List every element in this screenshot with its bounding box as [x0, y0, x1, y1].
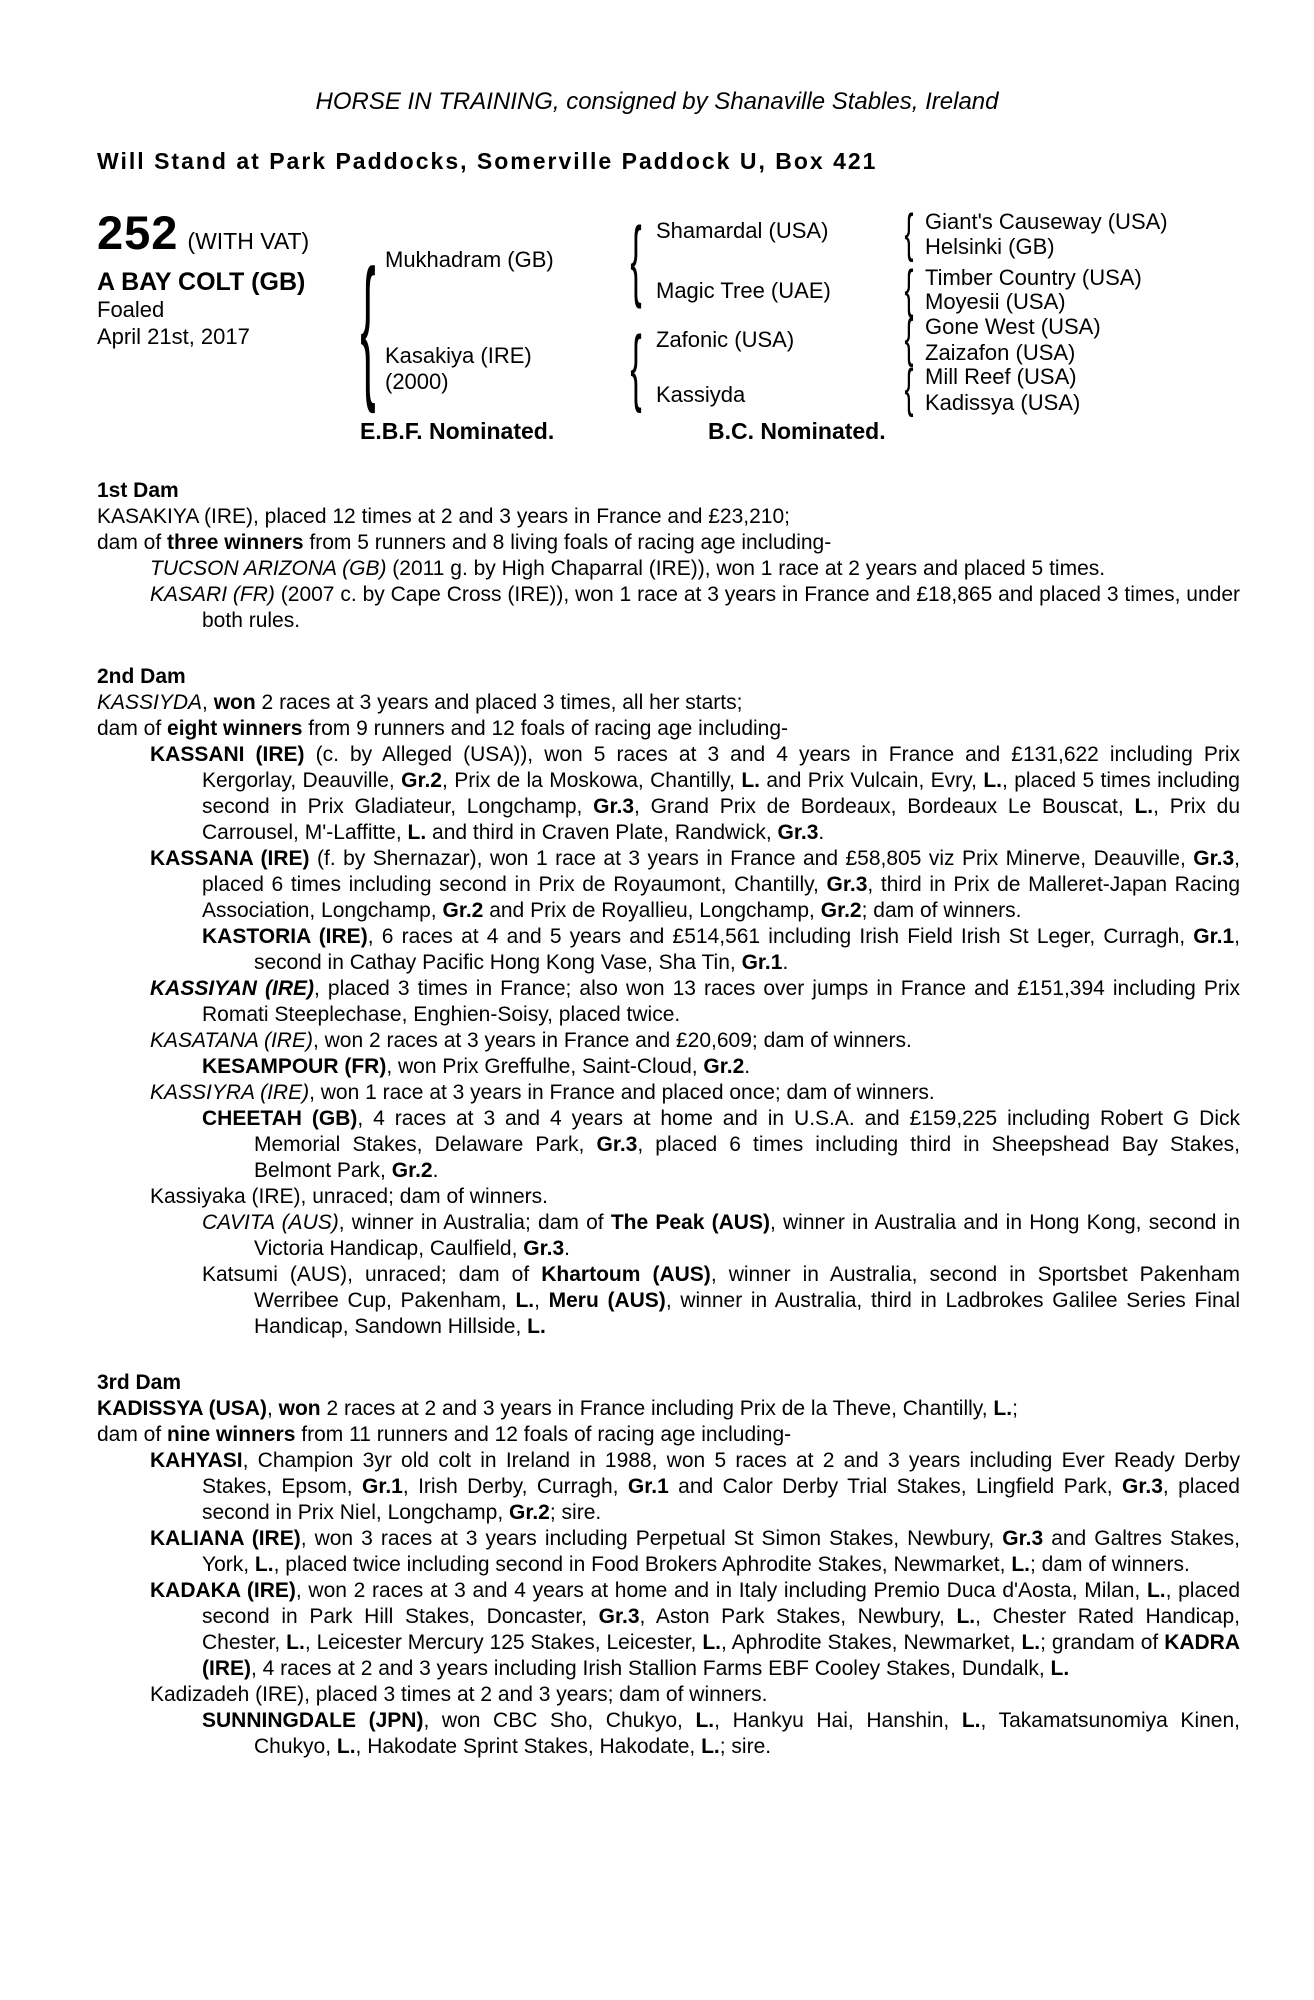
pedigree-brace-sire-parents: {: [630, 210, 642, 312]
text-run: (f. by Shernazar), won 1 race at 3 years in France and £58,805 viz Prix Minerve, Deauville,: [309, 847, 1194, 870]
text-run: Gr.3: [1122, 1475, 1163, 1498]
text-run: L.: [701, 1735, 720, 1758]
text-run: L.: [1021, 1631, 1041, 1654]
text-run: , Prix du Carrousel, M'-Laffitte,: [202, 795, 1241, 844]
text-run: , placed 3 times in France; also won 13 races over jumps in France and £151,394 including Prix Romati Steeplechase, Enghien-Soisy, placed twice.: [202, 977, 1240, 1026]
text-run: ;: [1012, 1397, 1018, 1420]
text-run: ; sire.: [549, 1501, 602, 1524]
text-run: L.: [741, 769, 760, 792]
pedigree-gen3-2: Helsinki (GB): [925, 234, 1055, 259]
pedigree-brace-gen3-4: {: [904, 359, 914, 418]
text-run: L.: [702, 1631, 722, 1654]
text-run: (2007 c. by Cape Cross (IRE)), won 1 race at 3 years in France and £18,865 and placed 3 times, under both rules.: [202, 583, 1240, 632]
text-run: dam of: [97, 1423, 168, 1446]
text-run: , second in Cathay Pacific Hong Kong Vase, Sha Tin,: [254, 925, 1240, 974]
pedigree-gen3-3: Timber Country (USA): [925, 265, 1142, 290]
text-run: , won 1 race at 3 years in France and placed once; dam of winners.: [309, 1081, 935, 1104]
text-run: KESAMPOUR (FR): [202, 1055, 387, 1078]
pedigree-text-paragraph: [150, 582, 1240, 634]
pedigree-text-paragraph: [97, 530, 1240, 556]
pedigree-text-paragraph: [150, 846, 1241, 924]
text-run: and Galtres Stakes, York,: [202, 1527, 1240, 1576]
text-run: Gr.3: [523, 1237, 565, 1260]
pedigree-text-paragraph: [202, 1054, 1240, 1080]
text-run: won: [278, 1397, 321, 1420]
text-run: from 5 runners and 8 living foals of racing age including-: [303, 531, 832, 554]
text-run: Khartoum (AUS): [541, 1263, 711, 1286]
pedigree-gen3-8: Kadissya (USA): [925, 390, 1081, 415]
text-run: , placed twice including second in Food Brokers Aphrodite Stakes, Newmarket,: [273, 1553, 1012, 1576]
text-run: Gr.2: [401, 769, 442, 792]
text-run: from 9 runners and 12 foals of racing age including-: [302, 717, 789, 740]
foaled-date: April 21st, 2017: [97, 324, 250, 349]
text-run: ; grandam of: [1040, 1631, 1165, 1654]
text-run: (c. by Alleged (USA)), won 5 races at 3 and 4 years in France and £131,622 including Prix Kergorlay, Deauville,: [202, 743, 1241, 792]
text-run: Gr.3: [596, 1133, 638, 1156]
text-run: , winner in Australia; dam of: [338, 1211, 611, 1234]
text-run: KASTORIA (IRE): [202, 925, 368, 948]
text-run: L.: [983, 769, 1002, 792]
text-run: Meru (AUS): [548, 1289, 666, 1312]
text-run: L.: [695, 1709, 715, 1732]
pedigree-brace-gen1: {: [360, 235, 376, 415]
text-run: ,: [534, 1289, 549, 1312]
text-run: Gr.3: [593, 795, 635, 818]
text-run: KASSANA (IRE): [150, 847, 310, 870]
text-run: dam of: [97, 531, 168, 554]
text-run: and Prix Vulcain, Evry,: [760, 769, 984, 792]
text-run: three winners: [167, 531, 304, 554]
pedigree-brace-gen3-3: {: [904, 309, 914, 368]
text-run: Gr.2: [820, 899, 862, 922]
text-run: , Hakodate Sprint Stakes, Hakodate,: [355, 1735, 702, 1758]
pedigree-text-paragraph: [97, 1396, 1240, 1422]
text-run: , winner in Australia, third in Ladbrokes Galilee Series Final Handicap, Sandown Hillside,: [254, 1289, 1241, 1338]
text-run: L.: [961, 1709, 981, 1732]
text-run: CAVITA (AUS): [202, 1211, 339, 1234]
pedigree-gen3-4: Moyesii (USA): [925, 289, 1066, 314]
text-run: , Chester Rated Handicap, Chester,: [202, 1605, 1241, 1654]
pedigree-text-paragraph: [202, 924, 1240, 976]
dam-section-heading: 1st Dam: [97, 479, 179, 502]
text-run: KASATANA (IRE): [150, 1029, 313, 1052]
text-run: L.: [1146, 1579, 1166, 1602]
pedigree-brace-dam-parents: {: [630, 320, 642, 416]
text-run: Gr.3: [777, 821, 819, 844]
text-run: Kassiyaka (IRE), unraced; dam of winners.: [150, 1185, 548, 1208]
pedigree-gen2-sire-sire: Shamardal (USA): [656, 218, 829, 243]
text-run: Gr.2: [509, 1501, 550, 1524]
text-run: , placed 6 times including second in Prix de Royaumont, Chantilly,: [202, 847, 1241, 896]
text-run: , Hankyu Hai, Hanshin,: [714, 1709, 962, 1732]
pedigree-text-paragraph: [150, 1578, 1241, 1682]
pedigree-text-paragraph: [202, 1262, 1241, 1340]
text-run: L.: [993, 1397, 1013, 1420]
text-run: L.: [407, 821, 427, 844]
text-run: Gr.3: [1002, 1527, 1044, 1550]
text-run: L.: [286, 1631, 305, 1654]
pedigree-gen3-6: Zaizafon (USA): [925, 340, 1076, 365]
pedigree-text-paragraph: [150, 1448, 1240, 1526]
text-run: L.: [515, 1289, 535, 1312]
pedigree-gen2-sire-dam: Magic Tree (UAE): [656, 278, 831, 303]
text-run: Gr.3: [826, 873, 868, 896]
text-run: , winner in Australia, second in Sportsbet Pakenham Werribee Cup, Pakenham,: [254, 1263, 1240, 1312]
pedigree-dam: [385, 343, 532, 395]
pedigree-text-paragraph: [150, 1682, 1240, 1708]
text-run: KASSIYAN (IRE): [150, 977, 315, 1000]
pedigree-text-paragraph: [150, 1184, 1240, 1210]
text-run: Gr.3: [598, 1605, 640, 1628]
text-run: Katsumi (AUS), unraced; dam of: [202, 1263, 542, 1286]
text-run: KADAKA (IRE): [150, 1579, 296, 1602]
text-run: , won 2 races at 3 years in France and £20,609; dam of winners.: [312, 1029, 912, 1052]
text-run: , Aston Park Stakes, Newbury,: [639, 1605, 957, 1628]
text-run: SUNNINGDALE (JPN): [202, 1709, 424, 1732]
text-run: The Peak (AUS): [610, 1211, 770, 1234]
text-run: nine winners: [167, 1423, 296, 1446]
text-run: Gr.2: [442, 899, 484, 922]
text-run: and third in Craven Plate, Randwick,: [426, 821, 778, 844]
text-run: Gr.1: [741, 951, 783, 974]
pedigree-text-paragraph: [97, 504, 1240, 530]
text-run: Gr.1: [362, 1475, 403, 1498]
text-run: KADISSYA (USA): [97, 1397, 267, 1420]
pedigree-brace-gen3-1: {: [904, 204, 914, 263]
text-run: , third in Prix de Malleret-Japan Racing Association, Longchamp,: [202, 873, 1240, 922]
text-run: KASSANI (IRE): [150, 743, 305, 766]
text-run: .: [744, 1055, 751, 1078]
dam-section-heading: 3rd Dam: [97, 1371, 182, 1394]
text-run: CHEETAH (GB): [202, 1107, 358, 1130]
dam-sections: [97, 478, 1240, 1760]
pedigree-sire: Mukhadram (GB): [385, 247, 554, 272]
text-run: L.: [527, 1315, 546, 1338]
pedigree-text-paragraph: [150, 742, 1241, 846]
text-run: , Irish Derby, Curragh,: [402, 1475, 628, 1498]
text-run: L.: [1011, 1553, 1030, 1576]
pedigree-text-paragraph: [97, 716, 1240, 742]
text-run: L.: [956, 1605, 976, 1628]
text-run: , placed second in Prix Niel, Longchamp,: [202, 1475, 1240, 1524]
text-run: , won 3 races at 3 years including Perpetual St Simon Stakes, Newbury,: [300, 1527, 1003, 1550]
text-run: Gr.2: [391, 1159, 433, 1182]
horse-name: A BAY COLT (GB): [97, 268, 306, 296]
text-run: KALIANA (IRE): [150, 1527, 301, 1550]
text-run: KASARI (FR): [150, 583, 275, 606]
text-run: .: [564, 1237, 570, 1260]
pedigree-gen2-dam-dam: Kassiyda: [656, 382, 746, 407]
bc-nomination: B.C. Nominated.: [708, 418, 886, 444]
text-run: , Aphrodite Stakes, Newmarket,: [721, 1631, 1022, 1654]
pedigree-text-paragraph: [150, 556, 1240, 582]
text-run: L.: [1134, 795, 1154, 818]
text-run: dam of: [97, 717, 168, 740]
text-run: , won CBC Sho, Chukyo,: [423, 1709, 696, 1732]
text-run: , 4 races at 2 and 3 years including Irish Stallion Farms EBF Cooley Stakes, Dundalk,: [251, 1657, 1051, 1680]
text-run: , Champion 3yr old colt in Ireland in 1988, won 5 races at 2 and 3 years including Ever Ready Derby Stakes, Epsom,: [202, 1449, 1240, 1498]
pedigree-text-paragraph: [150, 1028, 1240, 1054]
text-run: Gr.1: [627, 1475, 669, 1498]
text-run: Gr.2: [703, 1055, 745, 1078]
pedigree-gen3-5: Gone West (USA): [925, 314, 1101, 339]
text-run: , won 2 races at 3 and 4 years at home and in Italy including Premio Duca d'Aosta, Milan,: [295, 1579, 1147, 1602]
text-run: KASAKIYA (IRE), placed 12 times at 2 and 3 years in France and £23,210;: [97, 505, 790, 528]
text-run: , placed second in Park Hill Stakes, Doncaster,: [202, 1579, 1240, 1628]
text-run: .: [818, 821, 825, 844]
text-run: , 6 races at 4 and 5 years and £514,561 including Irish Field Irish St Leger, Curragh,: [367, 925, 1194, 948]
pedigree-gen3-7: Mill Reef (USA): [925, 364, 1077, 389]
pedigree-dam-name: Kasakiya (IRE): [385, 343, 532, 368]
text-run: .: [782, 951, 789, 974]
stand-location-line: Will Stand at Park Paddocks, Somerville Paddock U, Box 421: [97, 148, 878, 174]
text-run: KADRA (IRE): [202, 1631, 1241, 1680]
text-run: from 11 runners and 12 foals of racing age including-: [295, 1423, 792, 1446]
pedigree-text-paragraph: [150, 1080, 1240, 1106]
text-run: .: [432, 1159, 439, 1182]
pedigree-text-paragraph: [150, 1526, 1240, 1578]
lot-vat-note: (WITH VAT): [187, 228, 310, 254]
text-run: ,: [202, 691, 214, 714]
dam-section-heading: 2nd Dam: [97, 665, 186, 688]
text-run: KASSIYDA: [97, 691, 203, 714]
text-run: ; dam of winners.: [1029, 1553, 1190, 1576]
text-run: Kadizadeh (IRE), placed 3 times at 2 and 3 years; dam of winners.: [150, 1683, 768, 1706]
pedigree-text-paragraph: [97, 690, 1240, 716]
text-run: , placed 5 times including second in Prix Gladiateur, Longchamp,: [202, 769, 1240, 818]
text-run: , Leicester Mercury 125 Stakes, Leicester,: [304, 1631, 703, 1654]
pedigree-text-paragraph: [97, 1422, 1240, 1448]
text-run: TUCSON ARIZONA (GB): [150, 557, 387, 580]
text-run: , Takamatsunomiya Kinen, Chukyo,: [254, 1709, 1240, 1758]
foaled-label: Foaled: [97, 297, 165, 322]
pedigree-gen3-1: Giant's Causeway (USA): [925, 209, 1168, 234]
text-run: won: [213, 691, 256, 714]
text-run: L.: [336, 1735, 356, 1758]
pedigree-brace-gen3-2: {: [904, 260, 914, 319]
text-run: , Prix de la Moskowa, Chantilly,: [442, 769, 742, 792]
lot-number: 252: [97, 206, 179, 259]
text-run: , winner in Australia and in Hong Kong, second in Victoria Handicap, Caulfield,: [254, 1211, 1240, 1260]
pedigree-text-paragraph: [202, 1708, 1240, 1760]
text-run: and Prix de Royallieu, Longchamp,: [483, 899, 821, 922]
text-run: 2 races at 2 and 3 years in France including Prix de la Theve, Chantilly,: [320, 1397, 994, 1420]
text-run: KASSIYRA (IRE): [150, 1081, 310, 1104]
text-run: ,: [266, 1397, 279, 1420]
text-run: 2 races at 3 years and placed 3 times, all her starts;: [255, 691, 743, 714]
text-run: , 4 races at 3 and 4 years at home and in U.S.A. and £159,225 including Robert G Dick Memorial Stakes, Delaware Park,: [254, 1107, 1240, 1156]
text-run: , won Prix Greffulhe, Saint-Cloud,: [386, 1055, 704, 1078]
text-run: ; sire.: [719, 1735, 772, 1758]
text-run: ; dam of winners.: [861, 899, 1022, 922]
text-run: and Calor Derby Trial Stakes, Lingfield Park,: [668, 1475, 1123, 1498]
pedigree-gen2-dam-sire: Zafonic (USA): [656, 327, 795, 352]
text-run: Gr.3: [1193, 847, 1235, 870]
text-run: L.: [254, 1553, 274, 1576]
text-run: eight winners: [167, 717, 303, 740]
text-run: L.: [1050, 1657, 1070, 1680]
pedigree-text-paragraph: [150, 976, 1240, 1028]
text-run: KAHYASI: [150, 1449, 243, 1472]
pedigree-text-paragraph: [202, 1106, 1241, 1184]
text-run: , Grand Prix de Bordeaux, Bordeaux Le Bouscat,: [634, 795, 1135, 818]
pedigree-text-paragraph: [202, 1210, 1240, 1262]
ebf-nomination: E.B.F. Nominated.: [360, 418, 555, 444]
text-run: (2011 g. by High Chaparral (IRE)), won 1 race at 2 years and placed 5 times.: [386, 557, 1106, 580]
lot-row: [97, 205, 309, 260]
text-run: , placed 6 times including third in Sheepshead Bay Stakes, Belmont Park,: [254, 1133, 1241, 1182]
pedigree-dam-year: (2000): [385, 369, 449, 394]
text-run: Gr.1: [1193, 925, 1235, 948]
page-title: HORSE IN TRAINING, consigned by Shanaville Stables, Ireland: [315, 88, 999, 115]
